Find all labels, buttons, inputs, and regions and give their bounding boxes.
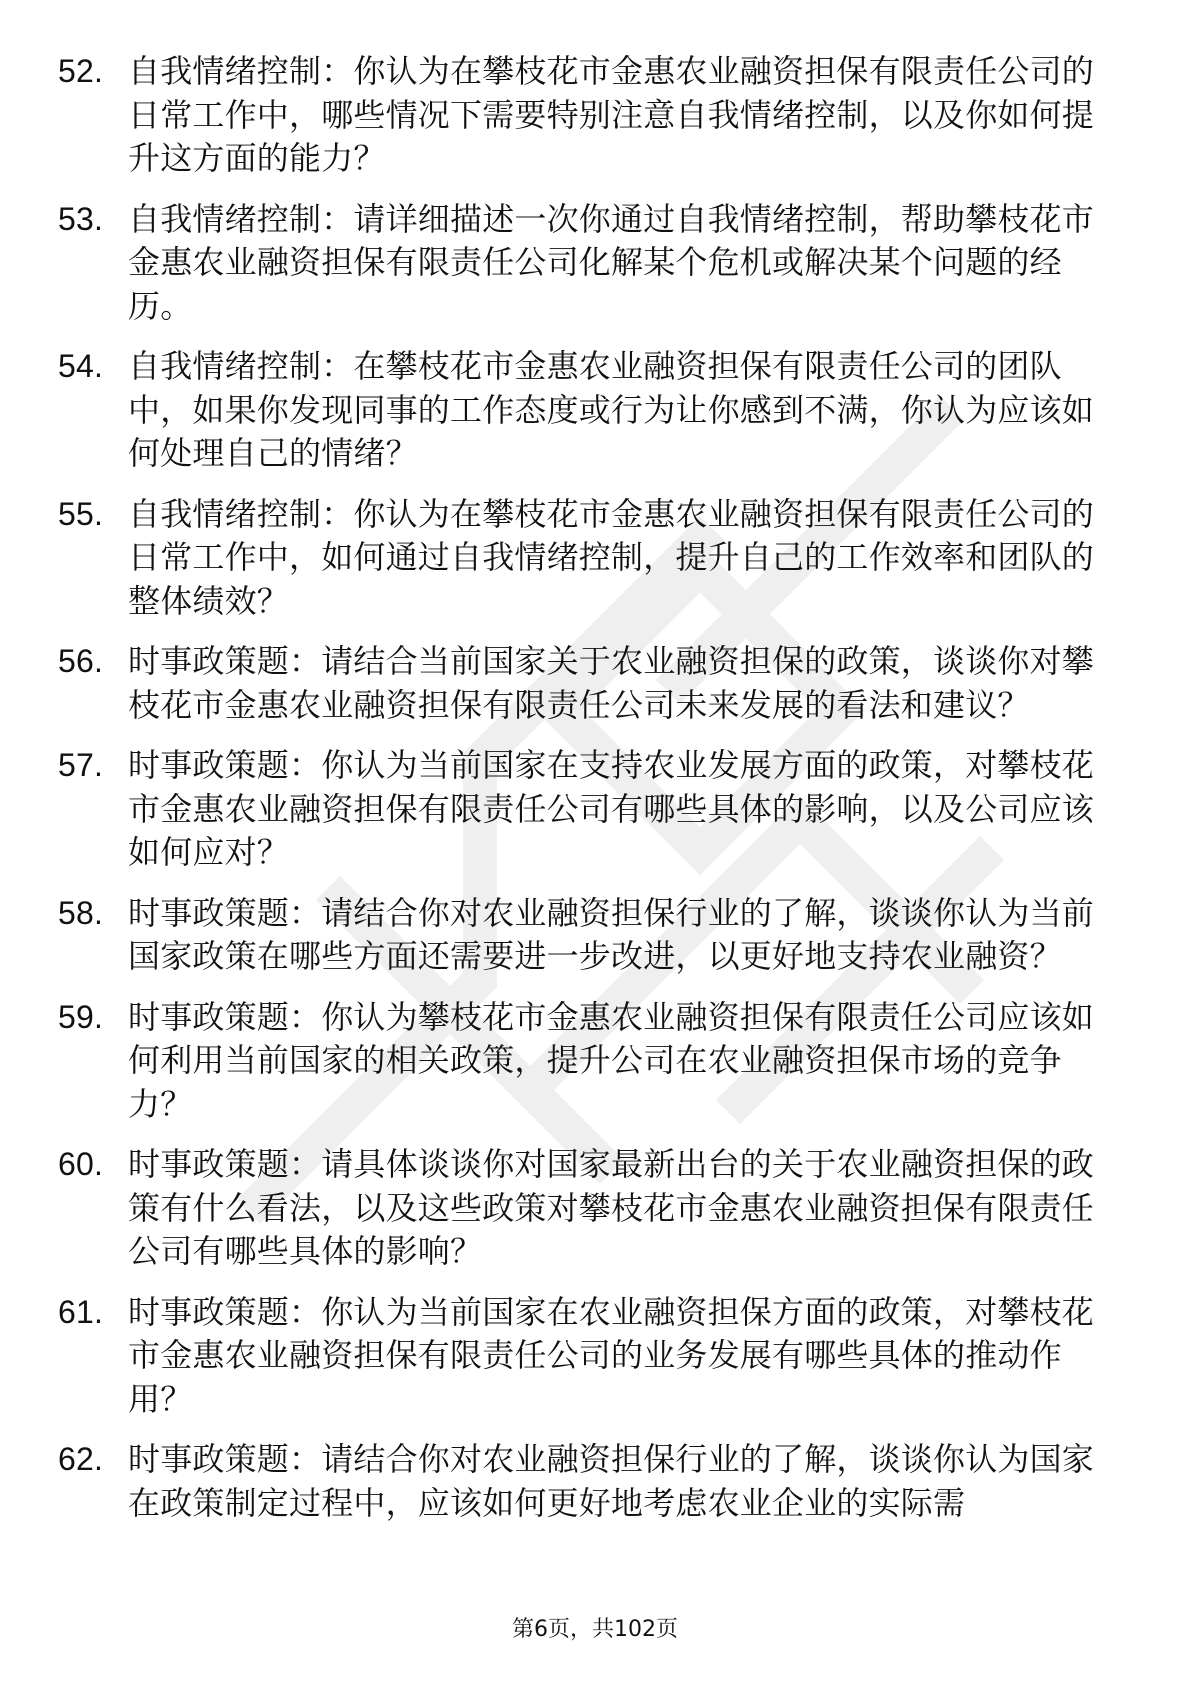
question-text: 时事政策题：你认为攀枝花市金惠农业融资担保有限责任公司应该如何利用当前国家的相关政策，提升公司在农业融资担保市场的竞争力？ [128,997,1095,1123]
question-number: 57. [58,747,104,783]
question-text: 时事政策题：你认为当前国家在农业融资担保方面的政策，对攀枝花市金惠农业融资担保有限责任公司的业务发展有哪些具体的推动作用？ [128,1292,1095,1418]
question-number: 60. [58,1146,104,1182]
question-text: 时事政策题：请具体谈谈你对国家最新出台的关于农业融资担保的政策有什么看法，以及这些政策对攀枝花市金惠农业融资担保有限责任公司有哪些具体的影响？ [128,1145,1095,1270]
question-text: 自我情绪控制：在攀枝花市金惠农业融资担保有限责任公司的团队中，如果你发现同事的工作态度或行为让你感到不满，你认为应该如何处理自己的情绪？ [128,347,1095,472]
question-text: 时事政策题：请结合你对农业融资担保行业的了解，谈谈你认为当前国家政策在哪些方面还需要进一步改进，以更好地支持农业融资？ [128,893,1095,975]
list-item [58,1291,1118,1422]
question-number: 56. [58,643,104,679]
question-list [58,50,1118,1542]
question-text: 自我情绪控制：请详细描述一次你通过自我情绪控制，帮助攀枝花市金惠农业融资担保有限责任公司化解某个危机或解决某个问题的经历。 [128,199,1095,325]
question-number: 59. [58,998,104,1035]
question-text: 自我情绪控制：你认为在攀枝花市金惠农业融资担保有限责任公司的日常工作中，如何通过自我情绪控制，提升自己的工作效率和团队的整体绩效？ [128,494,1095,620]
question-number: 62. [58,1441,104,1477]
question-number: 58. [58,894,104,931]
list-item [58,493,1118,624]
list-item [58,744,1118,875]
question-text: 时事政策题：请结合你对农业融资担保行业的了解，谈谈你认为国家在政策制定过程中，应该如何更好地考虑农业企业的实际需 [128,1440,1095,1522]
list-item [58,50,1118,181]
list-item [58,640,1118,727]
question-number: 61. [58,1293,104,1330]
list-item [58,996,1118,1127]
question-text: 时事政策题：你认为当前国家在支持农业发展方面的政策，对攀枝花市金惠农业融资担保有限责任公司有哪些具体的影响，以及公司应该如何应对？ [128,746,1095,871]
question-number: 55. [58,495,104,532]
question-number: 54. [58,348,104,384]
question-number: 52. [58,53,104,89]
list-item [58,1438,1118,1525]
list-item [58,892,1118,979]
question-number: 53. [58,200,104,237]
list-item [58,345,1118,476]
question-text: 自我情绪控制：你认为在攀枝花市金惠农业融资担保有限责任公司的日常工作中，哪些情况下需要特别注意自我情绪控制，以及你如何提升这方面的能力？ [128,52,1095,177]
page-number: 第6页，共102页 [512,1617,678,1642]
question-text: 时事政策题：请结合当前国家关于农业融资担保的政策，谈谈你对攀枝花市金惠农业融资担保有限责任公司未来发展的看法和建议？ [128,642,1095,724]
list-item [58,1143,1118,1274]
list-item [58,198,1118,329]
